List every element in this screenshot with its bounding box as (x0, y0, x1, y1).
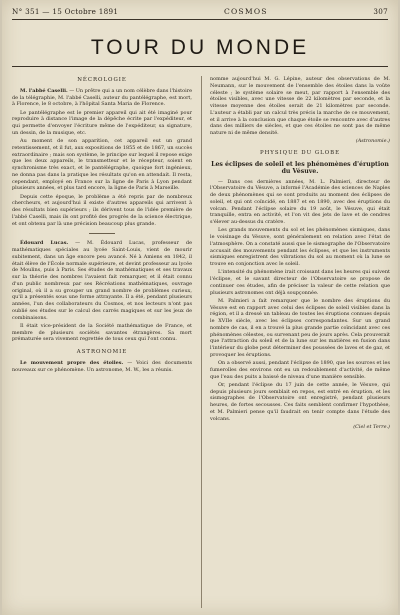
issue-date: N° 351 — 15 Octobre 1891 (12, 6, 119, 16)
column-divider (201, 76, 202, 608)
vesuve-paragraph: — Dans ces dernières années, M. L. Palmieri, directeur de l'Observatoire du Vésuve, a informé l'Académie des sciences de Naples de deux phénomènes qui se sont produits au moment des éclipses de soleil, et qui ont coïncidé, en 1887 et en 1890, avec des éruptions du volcan. Pendant l'éclipse solaire du 19 août, le Vésuve, qui était tranquille, entra en activité, et l'on vit des jets de lave et de cendres s'élever au-dessus du cratère. (210, 178, 390, 226)
section-divider (89, 233, 115, 234)
vesuve-article-title: Les éclipses de soleil et les phénomènes d'éruption du Vésuve. (211, 160, 389, 176)
caselli-paragraph-2: Le pantélégraphe est le premier appareil qui ait été imaginé pour reproduire à distance l'image de la dépêche écrite par l'expéditeur, et qui permette d'envoyer l'écriture même de l'expéditeur, sa signature, un dessin, de la musique, etc. (12, 109, 192, 136)
vesuve-paragraph-4: M. Palmieri a fait remarquer que le nombre des éruptions du Vésuve est en rapport avec celui des éclipses de soleil visibles dans la région, et il a dressé un tableau de toutes les éruptions connues depuis le XVIIe siècle, avec les éclipses correspondantes. Sur un grand nombre de cas, il en a trouvé la plus grande partie coïncidant avec ces phénomènes célestes, ou survenant peu de jours après. Cela prouverait que l'attraction du soleil et de la lune sur les matières en fusion dans l'intérieur du globe peut déterminer des poussées de laves et de gaz, et provoquer les éruptions. (210, 297, 390, 358)
astro-lead: Le mouvement propre des étoiles. (20, 359, 124, 366)
caselli-lead: M. l'abbé Caselli. (20, 87, 68, 94)
vesuve-paragraph-3: L'intensité du phénomène irait croissant dans les heures qui suivent l'éclipse, et le savant directeur de l'Observatoire se propose de continuer ces études, afin de préciser la valeur de cette relation que plusieurs astronomes ont déjà soupçonnée. (210, 269, 390, 296)
astro-paragraph (12, 360, 192, 374)
lucas-paragraph (12, 240, 192, 321)
running-head (12, 5, 388, 17)
astro-text: — Voici des documents nouveaux sur ce phénomène. Un astronome, M. W., les a réunis. (12, 359, 192, 373)
vesuve-source: (Ciel et Terre.) (353, 423, 390, 430)
necrologie-heading: NÉCROLOGIE (77, 77, 127, 83)
caselli-paragraph (12, 88, 192, 108)
lucas-paragraph-2: Il était vice-président de la Société mathématique de France, et membre de plusieurs sociétés savantes étrangères. Sa mort prématurée sera vivement regrettée de tous ceux qui l'ont connu. (12, 322, 192, 343)
physique-heading: PHYSIQUE DU GLOBE (259, 150, 341, 156)
section-title: TOUR DU MONDE (90, 36, 310, 59)
astronomie-heading: ASTRONOMIE (76, 349, 128, 355)
caselli-paragraph-4: Depuis cette époque, le problème a été repris par de nombreux chercheurs, et aujourd'hui il existe d'autres appareils qui arrivent à des résultats bien supérieurs ; ils dérivent tous de l'idée première de l'abbé Caselli, mais ils ont profité des progrès de la science électrique, et ont obtenu par là une précision beaucoup plus grande. (12, 193, 192, 227)
left-column (12, 76, 192, 375)
lucas-text: — M. Édouard Lucas, professeur de mathématiques spéciales au lycée Saint-Louis, vient de mourir subitement, dans un âge encore peu avancé. Né à Amiens en 1842, il était élève de l'École normale supérieure, et devint professeur au lycée de Moulins, puis à Paris. Ses études de mathématiques et ses travaux sur la théorie des nombres l'avaient fait remarquer, et il était connu d'un public nombreux par ses Récréations mathématiques, ouvrage original, où il a su grouper un grand nombre de problèmes curieux, qu'il a présentés sous une forme attrayante. Il a été, pendant plusieurs années, l'un des collaborateurs du Cosmos, et nos lecteurs n'ont pas oublié ses études sur le calcul des carrés magiques et sur les jeux de combinaisons. (12, 240, 192, 321)
lucas-lead: Édouard Lucas. (20, 240, 69, 247)
astro-source: (Astronomie.) (355, 138, 390, 145)
journal-page (2, 0, 398, 615)
vesuve-paragraph-2: Les grands mouvements du sol et les phénomènes sismiques, dans le voisinage du Vésuve, sont généralement en relation avec l'état de l'atmosphère. On a constaté aussi que le sismographe de l'Observatoire accusait des mouvements pendant les éclipses, et que les instruments sismiques enregistrent des vibrations du sol au moment où la lune se trouve en conjonction avec le soleil. (210, 227, 390, 268)
page-number: 307 (373, 6, 388, 16)
journal-name: COSMOS (224, 6, 268, 16)
caselli-paragraph-3: Au moment de son apparition, cet appareil eut un grand retentissement, et il fut, aux expositions de 1855 et de 1867, un succès extraordinaire ; mais son système, le principe sur lequel il repose exige que les deux appareils, le transmetteur et le récepteur, soient en synchronisme très exact, et le pantélégraphe, quoique fort ingénieux, ne donna pas dans la pratique les résultats qu'on en attendait. Il resta, cependant, employé en France sur la ligne de Paris à Lyon pendant plusieurs années, et plus tard encore, la ligne de Paris à Marseille. (12, 138, 192, 192)
caselli-text: — Un prêtre qui a un nom célèbre dans l'histoire de la télégraphie, M. l'abbé Caselli, auteur du pantélégraphe, est mort, à Florence, le 8 octobre, à l'hôpital Santa Maria de Florence. (12, 87, 192, 108)
title-rule (12, 66, 388, 67)
vesuve-paragraph-5: On a observé aussi, pendant l'éclipse de 1890, que les sources et les fumerolles des environs ont eu un redoublement d'activité, de même que l'eau des puits a baissé de niveau d'une manière sensible. (210, 360, 390, 380)
vesuve-paragraph-6: Or, pendant l'éclipse du 17 juin de cette année, le Vésuve, qui depuis plusieurs jours semblait en repos, est entré en éruption, et les sismographes de l'Observatoire ont enregistré, pendant plusieurs heures, de fortes secousses. Ces faits semblent confirmer l'hypothèse, et M. Palmieri pense qu'il faudrait en tenir compte dans l'étude des volcans. (210, 381, 390, 422)
header-rule (12, 19, 388, 20)
astro-continuation: nomme aujourd'hui M. G. Lépine, auteur des observations de M. Neumann, sur le mouvement de l'ensemble des étoiles dans la voûte céleste ; le système solaire se meut, par rapport à l'ensemble des étoiles visibles, avec une vitesse de 22 kilomètres par seconde, et la vitesse moyenne des étoiles serait de 21 kilomètres par seconde. L'auteur a établi par un calcul très précis la marche de ce mouvement, et il arrive à la conclusion que chaque étoile se rencontre avec d'autres dans des milliers de siècles, et que ces étoiles ne sont pas de même nature ni de même densité. (210, 76, 390, 136)
right-column (210, 76, 390, 436)
